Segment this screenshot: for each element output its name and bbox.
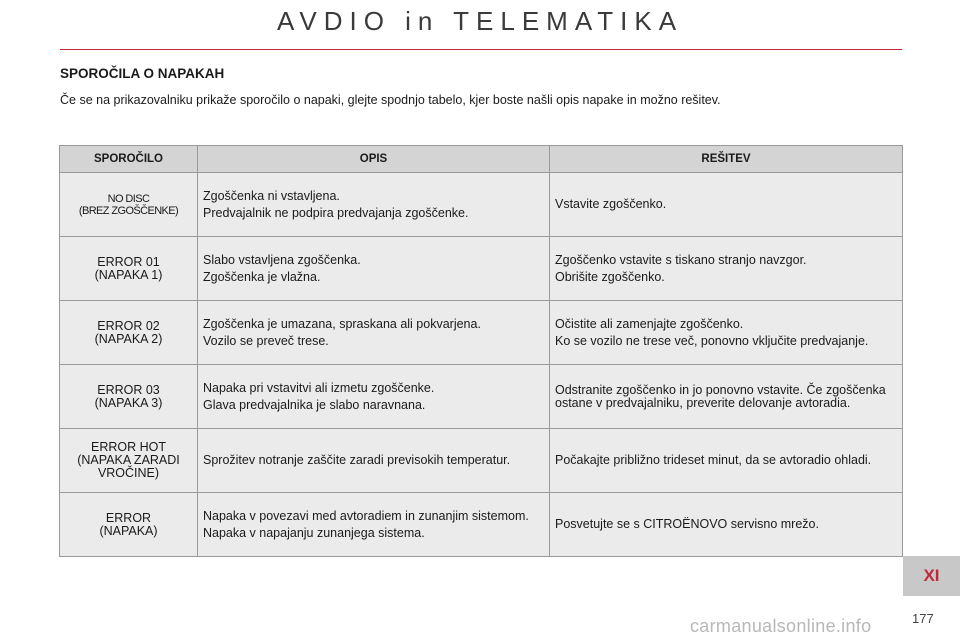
page-header-title: AVDIO in TELEMATIKA bbox=[276, 6, 684, 36]
error-code-translation: VROČINE) bbox=[97, 466, 160, 480]
description-cell bbox=[198, 301, 550, 365]
description-cell bbox=[198, 429, 550, 493]
intro-paragraph: Če se na prikazovalniku prikaže sporočilo o napaki, glejte spodnjo tabelo, kjer boste našli opis napake in možno rešitev. bbox=[60, 93, 721, 107]
solution-line: Zgoščenko vstavite s tiskano stranjo navzgor. bbox=[555, 252, 807, 267]
description-line: Napaka pri vstavitvi ali izmetu zgoščenke. bbox=[203, 380, 435, 395]
description-line: Napaka v povezavi med avtoradiem in zunanjim sistemom. bbox=[203, 508, 529, 523]
description-cell bbox=[198, 173, 550, 237]
error-code-translation: (NAPAKA 3) bbox=[94, 395, 163, 410]
solution-cell bbox=[550, 237, 903, 301]
solution-cell bbox=[550, 429, 903, 493]
solution-cell bbox=[550, 173, 903, 237]
description-line: Slabo vstavljena zgoščenka. bbox=[203, 252, 361, 267]
table-row bbox=[60, 301, 903, 365]
error-code: ERROR HOT bbox=[91, 440, 166, 454]
description-cell bbox=[198, 493, 550, 557]
table-row bbox=[60, 493, 903, 557]
description-line: Zgoščenka je vlažna. bbox=[203, 269, 321, 284]
solution-cell bbox=[550, 493, 903, 557]
solution-line: Obrišite zgoščenko. bbox=[555, 269, 665, 284]
error-code: ERROR 03 bbox=[97, 382, 160, 397]
description-line: Predvajalnik ne podpira predvajanja zgoščenke. bbox=[203, 205, 469, 220]
chapter-tab-label: XI bbox=[923, 566, 940, 585]
chapter-tab bbox=[903, 556, 960, 596]
solution-line: Očistite ali zamenjajte zgoščenko. bbox=[555, 316, 744, 331]
table-row bbox=[60, 429, 903, 493]
column-header-description: OPIS bbox=[198, 146, 550, 173]
description-cell bbox=[198, 237, 550, 301]
error-code: ERROR 02 bbox=[97, 318, 160, 333]
error-code: ERROR bbox=[105, 510, 152, 525]
error-code-translation: (NAPAKA 1) bbox=[94, 267, 163, 282]
column-header-message: SPOROČILO bbox=[60, 146, 198, 173]
description-line: Zgoščenka ni vstavljena. bbox=[203, 188, 340, 203]
error-code: NO DISC bbox=[107, 192, 150, 205]
error-messages-table bbox=[59, 145, 903, 557]
solution-line: Ko se vozilo ne trese več, ponovno vključite predvajanje. bbox=[555, 333, 869, 348]
description-line: Zgoščenka je umazana, spraskana ali pokvarjena. bbox=[203, 316, 481, 331]
error-code-cell bbox=[60, 237, 198, 301]
table-header-row bbox=[60, 146, 903, 173]
table-row bbox=[60, 365, 903, 429]
description-cell bbox=[198, 365, 550, 429]
error-code-translation: (BREZ ZGOŠČENKE) bbox=[78, 204, 179, 217]
error-code-translation: (NAPAKA 2) bbox=[94, 331, 163, 346]
page-number: 177 bbox=[912, 611, 934, 626]
description-line: Napaka v napajanju zunanjega sistema. bbox=[203, 525, 425, 540]
header-divider bbox=[60, 49, 902, 50]
error-code-cell bbox=[60, 429, 198, 493]
description-line: Vozilo se preveč trese. bbox=[203, 333, 329, 348]
column-header-solution: REŠITEV bbox=[550, 146, 903, 173]
error-code-cell bbox=[60, 301, 198, 365]
solution-line: Odstranite zgoščenko in jo ponovno vstavite. Če zgoščenka ostane v predvajalniku, preverite delovanje avtoradia. bbox=[555, 382, 886, 410]
error-code-translation: (NAPAKA ZARADI bbox=[77, 453, 180, 467]
table-row bbox=[60, 173, 903, 237]
error-code-cell bbox=[60, 493, 198, 557]
solution-line: Vstavite zgoščenko. bbox=[555, 197, 667, 211]
solution-cell bbox=[550, 301, 903, 365]
error-code-cell bbox=[60, 365, 198, 429]
solution-line: Počakajte približno trideset minut, da se avtoradio ohladi. bbox=[555, 453, 872, 467]
error-code-cell bbox=[60, 173, 198, 237]
solution-cell bbox=[550, 365, 903, 429]
description-line: Sprožitev notranje zaščite zaradi previsokih temperatur. bbox=[203, 453, 511, 467]
description-line: Glava predvajalnika je slabo naravnana. bbox=[203, 397, 426, 412]
table-row bbox=[60, 237, 903, 301]
error-code-translation: (NAPAKA) bbox=[99, 523, 158, 538]
watermark: carmanualsonline.info bbox=[690, 616, 872, 636]
error-code: ERROR 01 bbox=[97, 254, 160, 269]
solution-line: Posvetujte se s CITROËNOVO servisno mrežo. bbox=[555, 517, 819, 531]
section-title: SPOROČILA O NAPAKAH bbox=[60, 66, 225, 81]
